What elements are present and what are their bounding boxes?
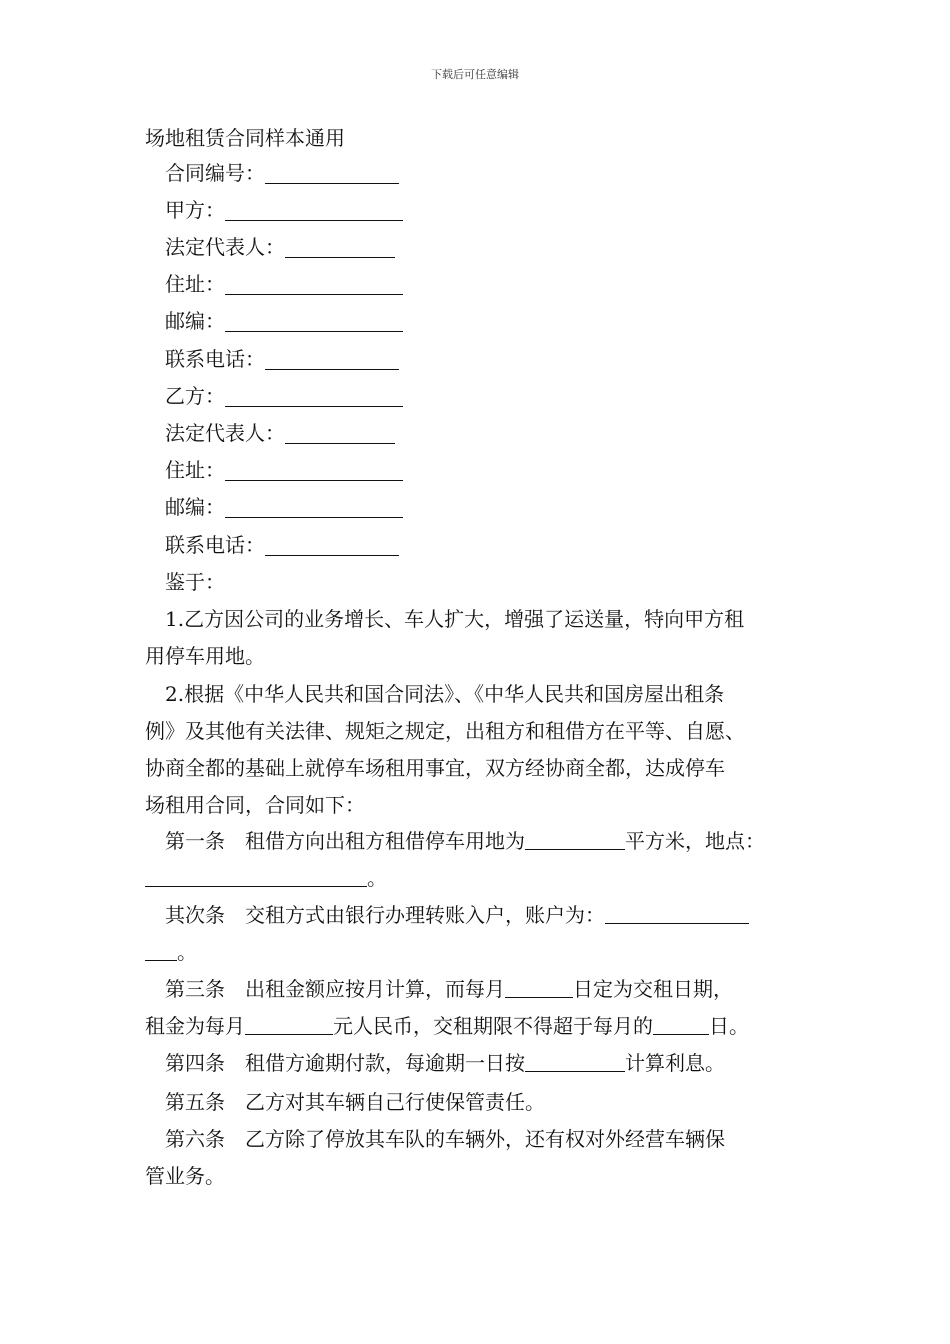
article-text: 租金为每月 [145,1014,245,1038]
recital-line: 2.根据《中华人民共和国合同法》、《中华人民共和国房屋出租条 [165,682,725,706]
article-2 [145,897,825,971]
article-line [145,823,825,860]
field-party-b-address [165,455,403,485]
article-text: 平方米，地点： [625,829,765,853]
fill-blank[interactable] [265,347,399,370]
article-number: 第六条 [165,1127,225,1151]
article-text: 交租方式由银行办理转账入户，账户为： [245,903,605,927]
field-label: 邮编： [165,309,225,333]
fill-blank[interactable] [145,864,367,887]
field-label: 甲方： [165,198,225,222]
fill-blank[interactable] [245,1012,333,1035]
field-party-b-phone [165,530,399,560]
article-text: 元人民币，交租期限不得超于每月的 [333,1014,653,1038]
recital-line: 例》及其他有关法律、规矩之规定，出租方和租借方在平等、自愿、 [145,719,745,743]
article-1 [145,823,825,897]
article-3 [145,971,825,1045]
page-header: 下载后可任意编辑 [431,68,519,81]
fill-blank[interactable] [265,161,399,184]
recital-line: 协商全都的基础上就停车场租用事宜，双方经协商全都，达成停车 [145,756,725,780]
whereas-heading [165,567,225,597]
article-number: 第五条 [165,1090,225,1114]
article-line: 管业务。 [145,1164,225,1188]
recital-line: 1.乙方因公司的业务增长、车人扩大，增强了运送量，特向甲方租 [165,607,745,631]
field-party-a-phone [165,344,399,374]
article-6 [145,1121,825,1195]
field-label: 合同编号： [165,161,265,185]
fill-blank[interactable] [225,272,403,295]
article-text: 乙方除了停放其车队的车辆外，还有权对外经营车辆保 [245,1127,725,1151]
fill-blank[interactable] [265,533,399,556]
article-text: 乙方对其车辆自己行使保管责任。 [245,1090,545,1114]
field-party-a-address [165,269,403,299]
field-party-a-postcode [165,306,403,336]
field-label: 邮编： [165,495,225,519]
article-line [145,934,825,971]
field-label: 住址： [165,458,225,482]
field-party-b-representative [165,418,395,448]
field-label: 法定代表人： [165,235,285,259]
article-text: 日。 [709,1014,749,1038]
field-party-a [165,195,403,225]
recital-2 [145,676,825,824]
article-4 [145,1045,825,1082]
article-text: 租借方逾期付款，每逾期一日按 [245,1051,525,1075]
field-label: 住址： [165,272,225,296]
article-line [145,860,825,897]
article-line [145,897,825,934]
field-party-a-representative [165,232,395,262]
field-label: 乙方： [165,384,225,408]
article-5 [145,1084,825,1121]
fill-blank[interactable] [285,235,395,258]
article-text: 出租金额应按月计算，而每月 [245,977,505,1001]
article-line [145,971,825,1008]
recital-1 [145,601,825,675]
contract-title: 场地租赁合同样本通用 [145,126,345,150]
article-text: 计算利息。 [625,1051,725,1075]
fill-blank[interactable] [285,421,395,444]
field-party-b-postcode [165,492,403,522]
article-text: 租借方向出租方租借停车用地为 [245,829,525,853]
fill-blank[interactable] [145,938,177,961]
fill-blank[interactable] [653,1012,709,1035]
field-label: 法定代表人： [165,421,285,445]
article-text: 。 [177,940,197,964]
article-line [145,1121,825,1158]
fill-blank[interactable] [225,495,403,518]
fill-blank[interactable] [605,901,749,924]
article-text: 日定为交租日期， [573,977,733,1001]
fill-blank[interactable] [525,827,625,850]
article-line [145,1008,825,1045]
fill-blank[interactable] [505,975,573,998]
field-label: 联系电话： [165,533,265,557]
recital-line: 场租用合同，合同如下： [145,793,365,817]
fill-blank[interactable] [225,309,403,332]
field-contract-number [165,158,399,188]
field-label: 联系电话： [165,347,265,371]
article-line [145,1084,825,1121]
fill-blank[interactable] [225,384,403,407]
article-number: 第三条 [165,977,225,1001]
field-party-b [165,381,403,411]
recital-line: 用停车用地。 [145,644,265,668]
article-number: 其次条 [165,903,225,927]
article-number: 第四条 [165,1051,225,1075]
article-text: 。 [367,866,387,890]
whereas-label: 鉴于： [165,570,225,594]
fill-blank[interactable] [225,458,403,481]
fill-blank[interactable] [225,198,403,221]
fill-blank[interactable] [525,1049,625,1072]
article-line [145,1045,825,1082]
article-number: 第一条 [165,829,225,853]
